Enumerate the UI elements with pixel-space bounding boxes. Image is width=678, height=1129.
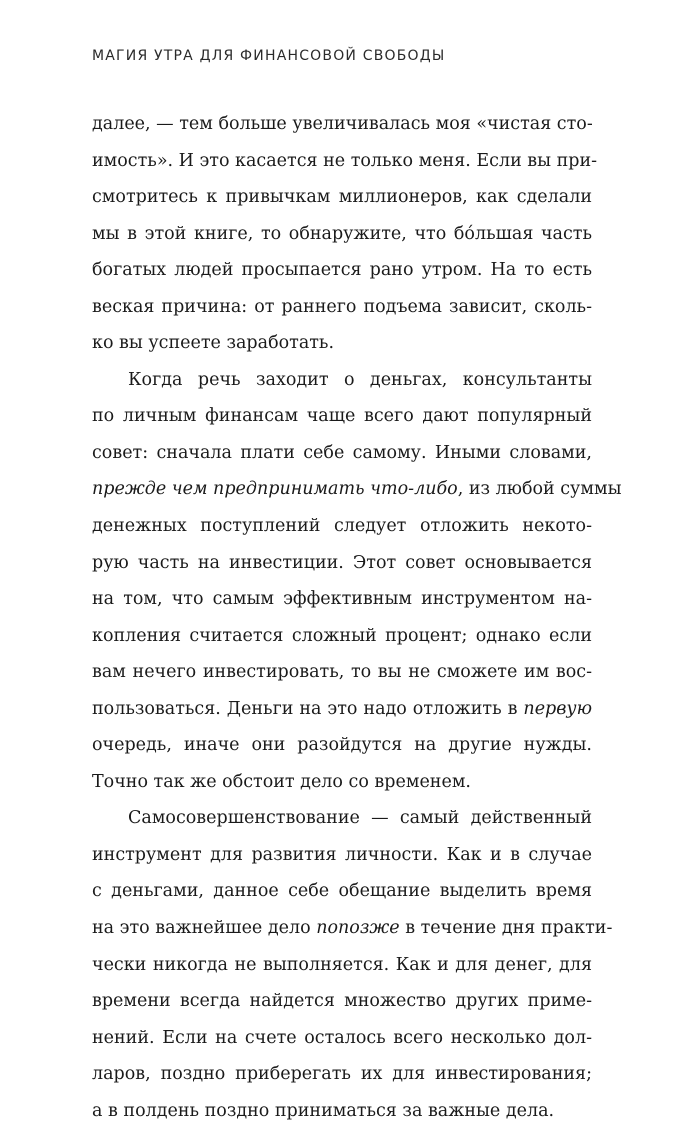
text-segment: Самосовершенствование — самый действенный — [128, 808, 592, 829]
text-line — [92, 1020, 592, 1057]
text-segment: в течение дня практи- — [399, 918, 613, 939]
text-line — [92, 398, 592, 435]
text-segment: копления считается сложный процент; однако если — [92, 625, 592, 646]
text-segment: ко вы успеете заработать. — [92, 333, 335, 354]
text-line — [92, 471, 622, 508]
text-line — [92, 289, 592, 326]
text-line — [92, 216, 592, 253]
text-line — [92, 654, 592, 691]
text-segment: чески никогда не выполняется. Как и для денег, для — [92, 954, 592, 975]
text-segment: на это важнейшее дело — [92, 918, 317, 939]
text-line — [92, 325, 592, 362]
text-segment: Точно так же обстоит дело со временем. — [92, 771, 471, 792]
text-segment: мы в этой книге, то обнаружите, что бóльшая часть — [92, 223, 592, 244]
text-segment: нений. Если на счете осталось всего несколько дол- — [92, 1027, 592, 1048]
text-line — [92, 179, 592, 216]
text-line — [92, 947, 592, 984]
text-line — [92, 837, 592, 874]
body-text — [92, 106, 622, 1129]
text-line — [92, 873, 592, 910]
text-segment: совет: сначала плати себе самому. Иными словами, — [92, 442, 592, 463]
italic-text: прежде чем предпринимать что-либо — [92, 479, 458, 500]
text-segment: пользоваться. Деньги на это надо отложить в — [92, 698, 524, 719]
text-segment: инструмент для развития личности. Как и в случае — [92, 844, 592, 865]
paragraph — [92, 362, 622, 801]
text-line — [92, 1093, 592, 1129]
text-segment: с деньгами, данное себе обещание выделить время — [92, 881, 592, 902]
text-segment: веская причина: от раннего подъема зависит, сколь- — [92, 296, 592, 317]
text-segment: Когда речь заходит о деньгах, консультанты — [128, 369, 592, 390]
text-line — [92, 618, 592, 655]
text-line — [92, 545, 592, 582]
text-segment: ларов, поздно приберегать их для инвестирования; — [92, 1064, 592, 1085]
text-line — [92, 252, 592, 289]
text-segment: денежных поступлений следует отложить некото- — [92, 516, 592, 537]
text-line — [92, 691, 592, 728]
text-segment: рую часть на инвестиции. Этот совет основывается — [92, 552, 592, 573]
text-segment: по личным финансам чаще всего дают популярный — [92, 406, 592, 427]
text-line — [92, 106, 592, 143]
text-line — [92, 983, 592, 1020]
text-segment: далее, — тем больше увеличивалась моя «чистая сто- — [92, 114, 593, 134]
text-line — [92, 143, 598, 180]
text-segment: а в полдень поздно приниматься за важные дела. — [92, 1100, 555, 1121]
text-line — [92, 362, 592, 399]
text-segment: вам нечего инвестировать, то вы не сможете им вос- — [92, 662, 592, 683]
text-segment: имость». И это касается не только меня. Если вы при- — [92, 150, 598, 171]
text-line — [92, 727, 592, 764]
text-segment: смотритесь к привычкам миллионеров, как сделали — [92, 187, 592, 208]
text-line — [92, 435, 592, 472]
text-segment: времени всегда найдется множество других приме- — [92, 991, 592, 1012]
text-segment: богатых людей просыпается рано утром. На то есть — [92, 260, 592, 281]
text-line — [92, 764, 592, 801]
italic-text: попозже — [316, 918, 400, 939]
paragraph — [92, 800, 613, 1129]
text-line — [92, 800, 592, 837]
text-segment: очередь, иначе они разойдутся на другие нужды. — [92, 735, 592, 756]
running-header: МАГИЯ УТРА ДЛЯ ФИНАНСОВОЙ СВОБОДЫ — [92, 48, 446, 64]
paragraph — [92, 106, 598, 362]
text-line — [92, 508, 592, 545]
text-line — [92, 910, 613, 947]
text-segment: , из любой суммы — [457, 479, 622, 500]
text-segment: на том, что самым эффективным инструментом на- — [92, 589, 592, 610]
text-line — [92, 581, 592, 618]
italic-text: первую — [523, 698, 592, 719]
text-line — [92, 1056, 592, 1093]
